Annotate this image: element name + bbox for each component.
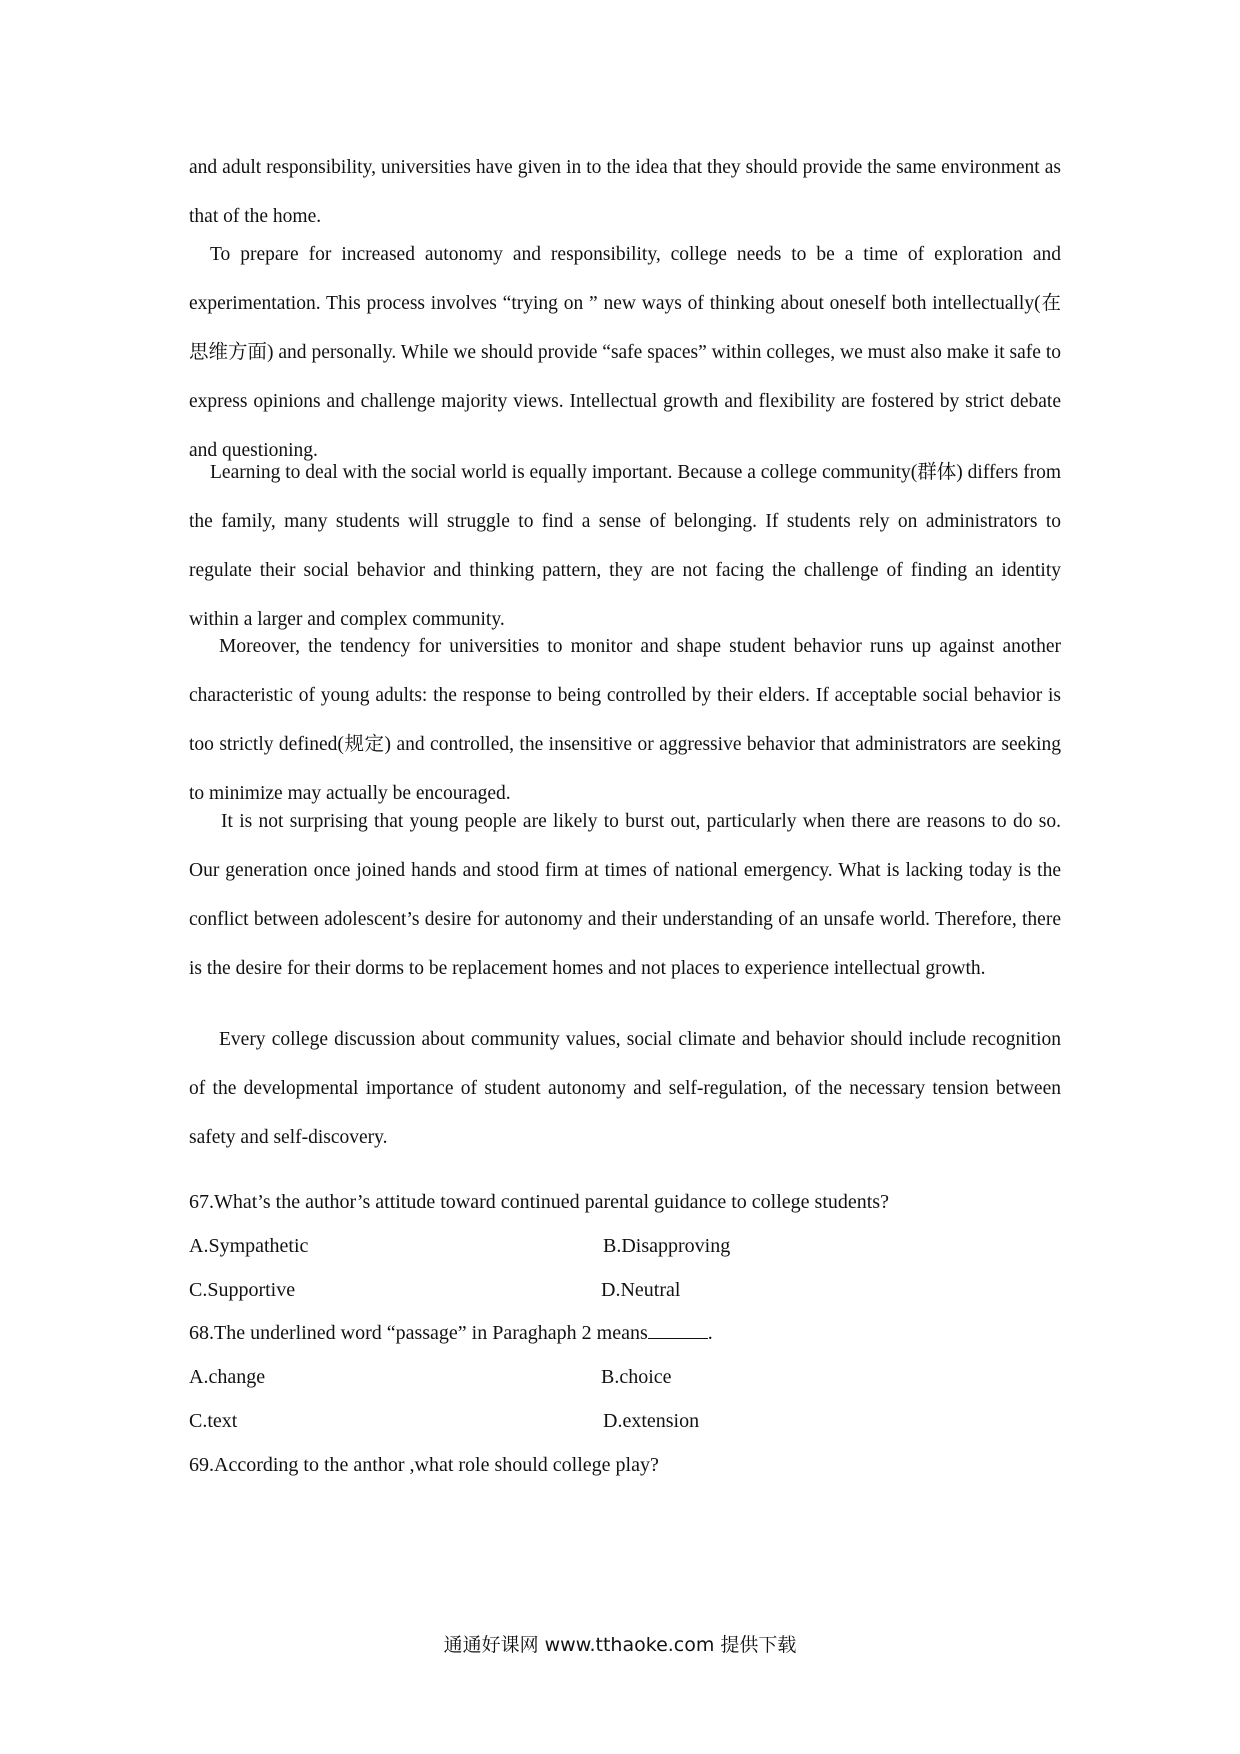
q67-option-a: A.Sympathetic [189, 1235, 309, 1257]
question-67-stem: 67.What’s the author’s attitude toward continued parental guidance to college students? [189, 1191, 889, 1213]
question-68-stem [189, 1318, 713, 1348]
q67-option-d: D.Neutral [601, 1279, 681, 1301]
q68-option-a: A.change [189, 1366, 266, 1388]
q68-option-c: C.text [189, 1410, 238, 1432]
q68-option-b: B.choice [601, 1366, 672, 1388]
paragraph-social-world: Learning to deal with the social world is equally important. Because a college community(群体) differs from the family, many students will struggle to find a sense of belonging. If students rely on administrators to regulate their social behavior and thinking pattern, they are not facing the challenge of finding an identity within a larger and complex community. [189, 462, 1061, 630]
paragraph-continued: and adult responsibility, universities have given in to the idea that they should provide the same environment as that of the home. [189, 157, 1061, 227]
paragraph-monitoring: Moreover, the tendency for universities to monitor and shape student behavior runs up against another characteristic of young adults: the response to being controlled by their elders. If acceptable social behavior is too strictly defined(规定) and controlled, the insensitive or aggressive behavior that administrators are seeking to minimize may actually be encouraged. [189, 636, 1061, 804]
answer-blank [648, 1320, 708, 1339]
paragraph-exploration: To prepare for increased autonomy and responsibility, college needs to be a time of exploration and experimentation. This process involves “trying on ” new ways of thinking about oneself both intellectually(在思维方面) and personally. While we should provide “safe spaces” within colleges, we must also make it safe to express opinions and challenge majority views. Intellectual growth and flexibility are fostered by strict debate and questioning. [189, 244, 1061, 461]
paragraph-conclusion: Every college discussion about community values, social climate and behavior should include recognition of the developmental importance of student autonomy and self-regulation, of the necessary tension between safety and self-discovery. [189, 1029, 1061, 1148]
page-footer: 通通好课网 www.tthaoke.com 提供下载 [443, 1634, 797, 1656]
question-68-period: . [707, 1322, 713, 1344]
q68-option-d: D.extension [603, 1410, 700, 1432]
q67-option-b: B.Disapproving [603, 1235, 731, 1257]
question-69-stem: 69.According to the anthor ,what role should college play? [189, 1454, 659, 1476]
question-68-text: 68.The underlined word “passage” in Paraghaph 2 means [189, 1322, 648, 1344]
q67-option-c: C.Supportive [189, 1279, 296, 1301]
paragraph-burst-out: It is not surprising that young people are likely to burst out, particularly when there are reasons to do so. Our generation once joined hands and stood firm at times of national emergency. What is lacking today is the conflict between adolescent’s desire for autonomy and their understanding of an unsafe world. Therefore, there is the desire for their dorms to be replacement homes and not places to experience intellectual growth. [189, 811, 1061, 979]
